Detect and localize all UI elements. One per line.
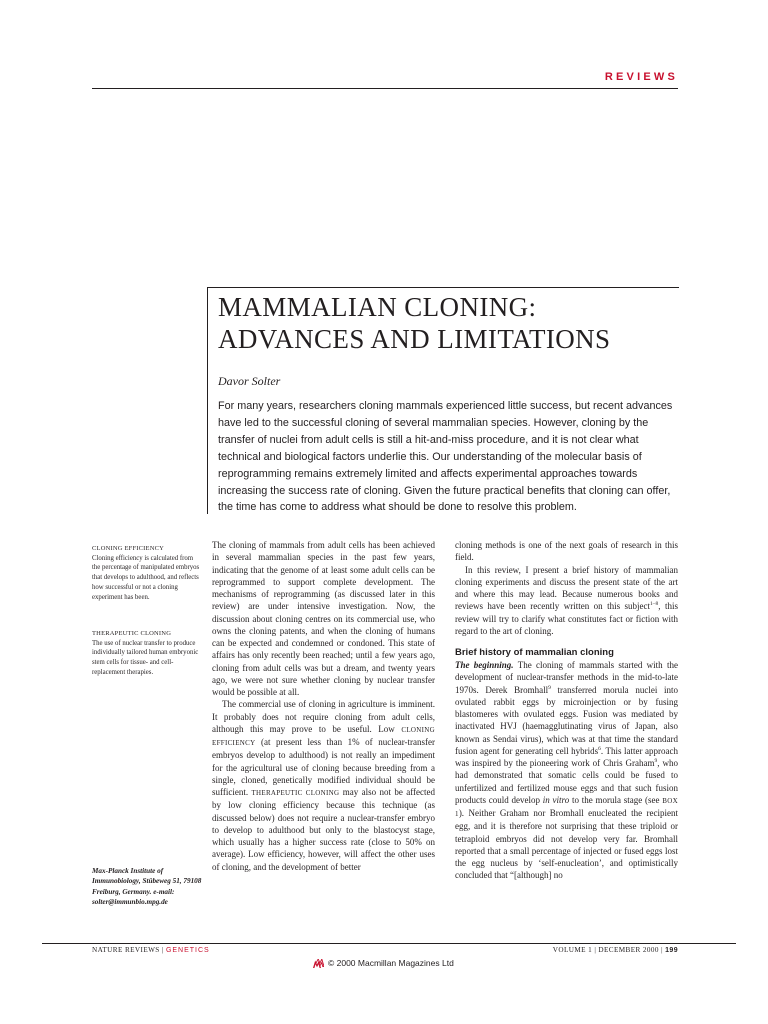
article-title (218, 291, 610, 355)
paragraph: The beginning. The cloning of mammals started with the development of nuclear-transfer methods in the mid-to-late 1970s. Derek Bromhall$^9$ transferred morula nuclei into ovulated rabbit eggs by microinjection or by fusing blastomeres with ovulated eggs. Fusion was mediated by inactivated HVJ (haemagglutinating virus of Japan, also known as Sendai virus), which was at that time the standard fusion agent for generating cell hybrids$^6$. This latter approach was inspired by the pioneering work of Chris Graham$^9$, who had demonstrated that somatic cells could be fused to unfertilized and fertilized mouse eggs and that such fusion products could develop in vitro to the morula stage (see BOX 1). Neither Graham nor Bromhall enucleated the recipient egg, and it is therefore not surprising that these triploid or tetraploid embryos did not develop very far. Bromhall reported that a small percentage of injected or fused eggs lost the egg nucleus by ‘self-enucleation’, and optimistically concluded that “[although] no (455, 660, 679, 881)
footer-volume (553, 946, 678, 954)
bottom-rule (42, 943, 736, 944)
reference-link[interactable]: 9 (654, 758, 658, 764)
journal-topic: GENETICS (165, 947, 210, 954)
glossary-cloning-efficiency (92, 544, 202, 602)
footer-journal: NATURE REVIEWS | GENETICS (92, 946, 210, 954)
journal-name: NATURE REVIEWS (92, 946, 160, 954)
paragraph: cloning methods is one of the next goals of research in this field. (455, 540, 678, 563)
glossary-therapeutic-cloning (92, 629, 202, 678)
subsection-heading: The beginning. (455, 660, 514, 670)
copyright-text: © 2000 Macmillan Magazines Ltd (328, 958, 454, 968)
page-number: 199 (665, 947, 678, 954)
section-heading: Brief history of mammalian cloning (455, 647, 614, 658)
author-affiliation: Max-Planck Institute of Immunobiology, Stübeweg 51, 79108 Freiburg, Germany. e-mail: solter@immunbio.mpg.de (92, 867, 202, 906)
body-column-1 (212, 539, 435, 873)
glossary-term: CLONING EFFICIENCY (92, 545, 165, 552)
glossary-definition: The use of nuclear transfer to produce individually tailored human embryonic stem cells for tissue- and cell-replacement therapies. (92, 639, 199, 676)
copyright (313, 958, 454, 968)
title-line-1: MAMMALIAN CLONING: (218, 292, 537, 322)
paragraph: The cloning of mammals from adult cells has been achieved in several mammalian species in the past few years, indicating that the genome of at least some adult cells can be reprogrammed to support complete development. The mechanisms of reprogramming (as discussed later in this review) are under intensive investigation. Now, the discussion about cloning centres on its commercial use, who owns the cloning patents, and when the cloning of humans can be expected and condemned or condoned. This state of affairs has only recently been reached; until a few years ago, cloning from adult cells was but a dream, and twenty years ago, we were not sure whether cloning by nuclear transfer would be possible at all. (212, 540, 435, 697)
glossary-link-therapeutic-cloning[interactable]: THERAPEUTIC CLONING (251, 789, 340, 797)
author: Davor Solter (218, 374, 281, 388)
body-column-2 (455, 539, 678, 882)
volume-info: VOLUME 1 | DECEMBER 2000 | (552, 946, 663, 954)
title-line-2: ADVANCES AND LIMITATIONS (218, 324, 611, 354)
macmillan-logo-icon (313, 959, 324, 968)
section-label: REVIEWS (604, 71, 678, 83)
reference-link[interactable]: 6 (598, 745, 601, 752)
glossary-link-cloning-efficiency[interactable]: CLONING EFFICIENCY (212, 725, 435, 747)
paragraph: The commercial use of cloning in agriculture is imminent. It probably does not require cloning from adult cells, although this may prove to be useful. Low CLONING EFFICIENCY (at present less than 1% of nuclear-transfer embryos develop to adulthood) is not really an impediment for the agricultural use of cloning because breeding from a single, cloned, genetically modified individual should be sufficient. THERAPEUTIC CLONING may also not be affected by low cloning efficiency because this technique (as discussed below) does not require a nuclear-transfer embryo to develop to adulthood but only to the blastocyst stage, which usually has a higher success rate (close to 50% on average). Low efficiency, however, will affect the other uses of cloning, and the development of better (212, 699, 436, 872)
glossary-definition: Cloning efficiency is calculated from the percentage of manipulated embryos that develops to adulthood, and reflects how successful or not a cloning experiment has been. (92, 554, 200, 601)
glossary-term: THERAPEUTIC CLONING (92, 630, 172, 637)
reference-link[interactable]: 9 (548, 684, 551, 691)
top-rule (92, 88, 678, 89)
reference-link[interactable]: 1–8 (650, 601, 659, 608)
box-link[interactable]: BOX 1 (455, 796, 678, 818)
paragraph: In this review, I present a brief history of mammalian cloning experiments and discuss the present state of the art and where this may lead. Because numerous books and reviews have been recently written on this subject$^{1-8}$, this review will try to clarify what constitutes fact or fiction with regard to the art of cloning. (455, 564, 678, 636)
abstract: For many years, researchers cloning mammals experienced little success, but recent advances have led to the successful cloning of several mammalian species. However, cloning by the transfer of nuclei from adult cells is still a hit-and-miss procedure, and it is not clear what technical and biological factors underlie this. Our understanding of the molecular basis of reprogramming remains extremely limited and affects experimental approaches towards increasing the success rate of cloning. Given the future practical benefits that cloning can offer, the time has come to address what should be done to resolve this problem. (218, 400, 673, 514)
